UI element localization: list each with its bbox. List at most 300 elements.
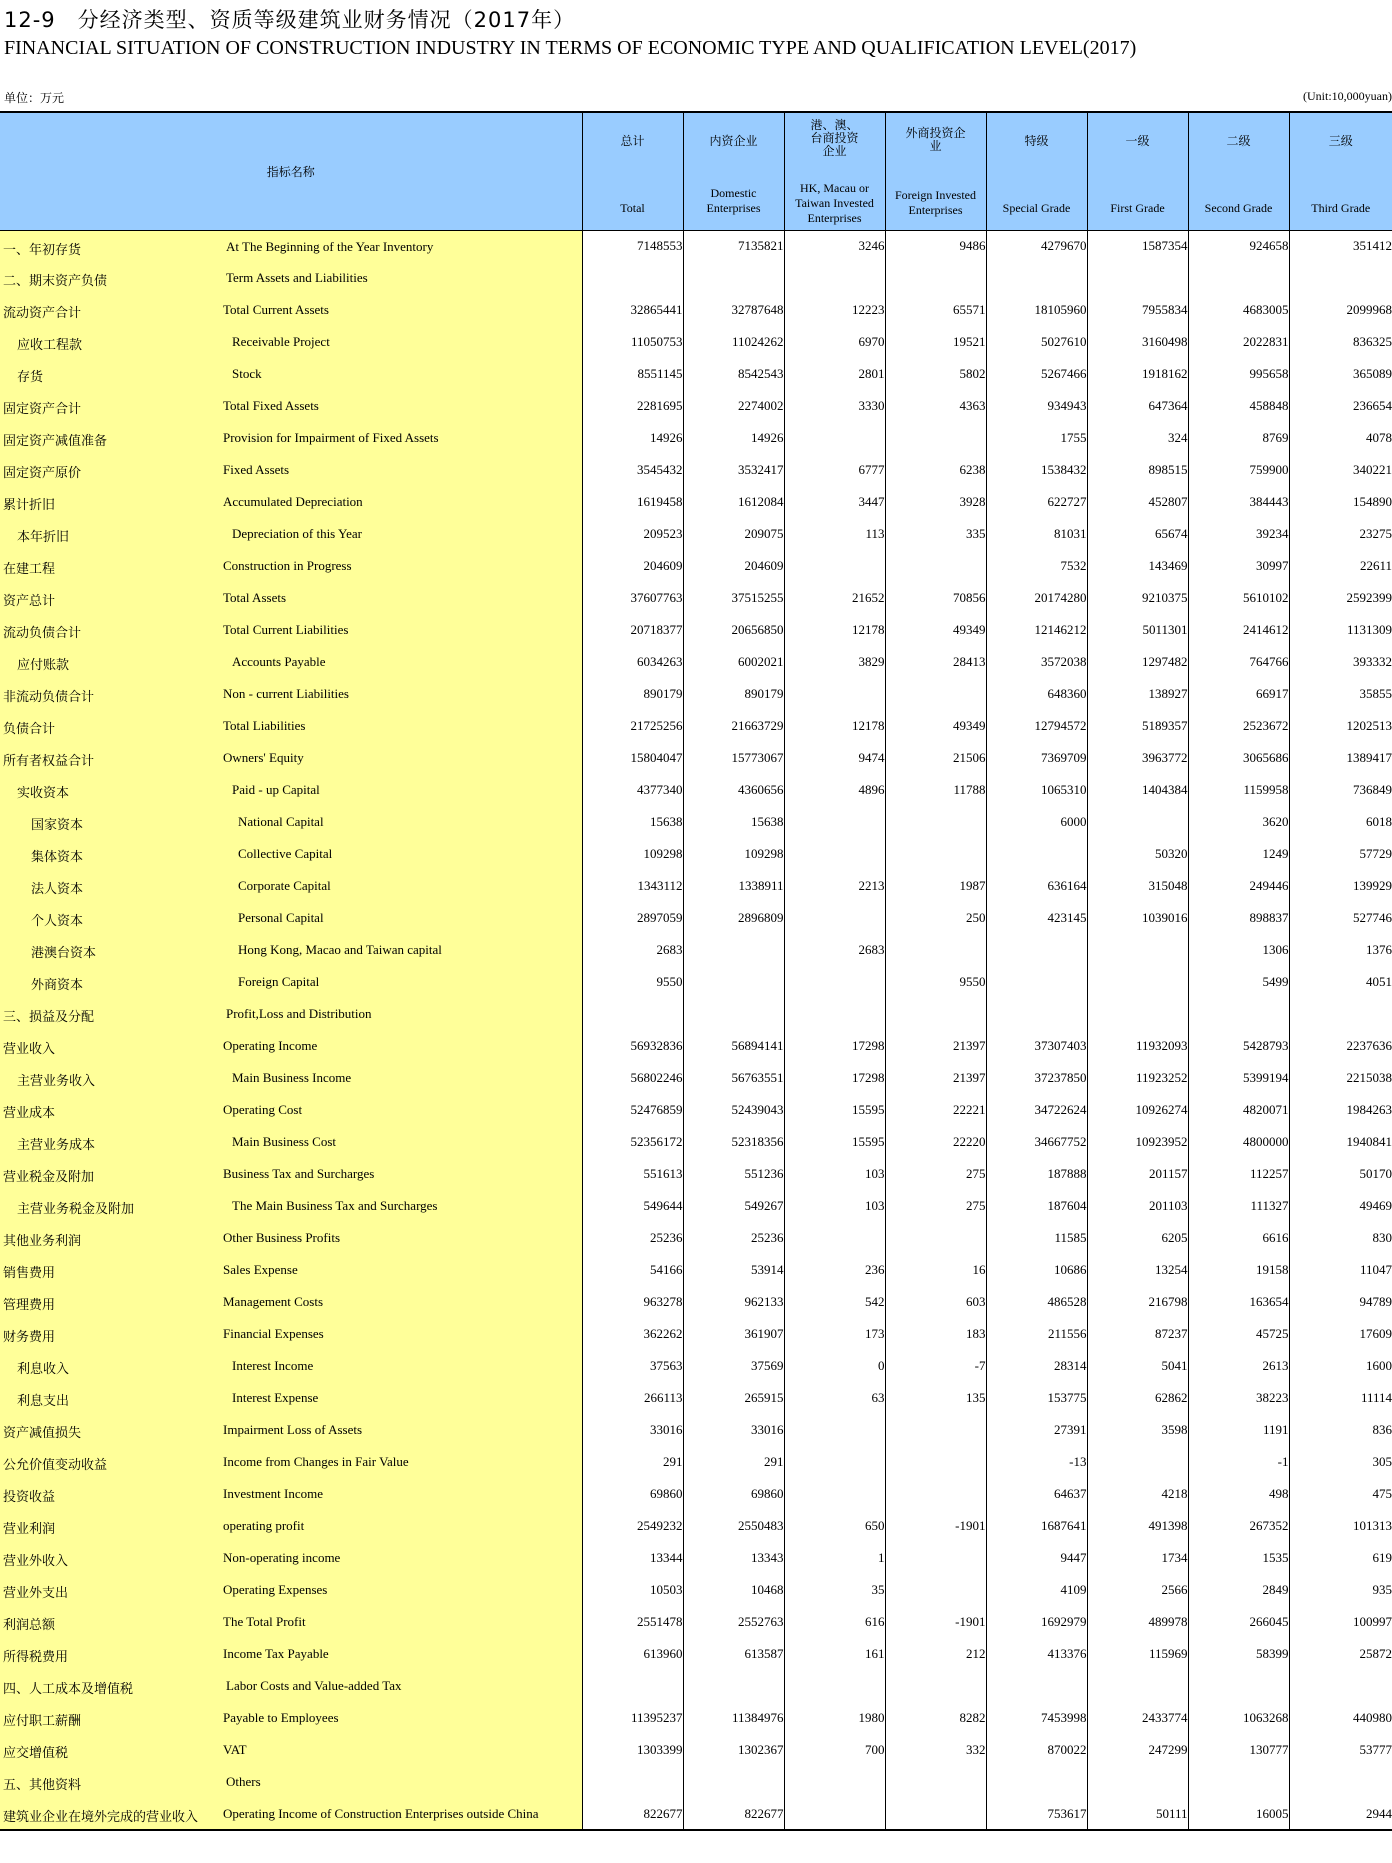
row-label-en: Paid - up Capital: [232, 782, 320, 797]
value-cell: 995658: [1188, 358, 1289, 390]
value-cell: 822677: [582, 1798, 683, 1830]
row-label-en: The Main Business Tax and Surcharges: [232, 1198, 438, 1213]
table-row: [0, 902, 1392, 934]
table-row: [0, 1254, 1392, 1286]
value-cell: 209075: [683, 518, 784, 550]
value-cell: 28413: [885, 646, 986, 678]
value-cell: 12146212: [986, 614, 1087, 646]
value-cell: 2549232: [582, 1510, 683, 1542]
value-cell: [784, 1766, 885, 1798]
value-cell: 822677: [683, 1798, 784, 1830]
value-cell: [986, 838, 1087, 870]
value-cell: 109298: [683, 838, 784, 870]
row-label: [0, 1094, 582, 1126]
value-cell: [885, 1478, 986, 1510]
table-row: [0, 390, 1392, 422]
value-cell: 759900: [1188, 454, 1289, 486]
value-cell: 2281695: [582, 390, 683, 422]
row-label-en: Non-operating income: [223, 1550, 341, 1565]
value-cell: 365089: [1289, 358, 1392, 390]
row-label: [0, 358, 582, 390]
table-row: [0, 1062, 1392, 1094]
value-cell: 5027610: [986, 326, 1087, 358]
value-cell: [784, 902, 885, 934]
row-label-en: Total Liabilities: [223, 718, 306, 733]
value-cell: 81031: [986, 518, 1087, 550]
value-cell: 53777: [1289, 1734, 1392, 1766]
value-cell: 19521: [885, 326, 986, 358]
value-cell: [1087, 1670, 1188, 1702]
table-header-row: [0, 112, 1392, 230]
value-cell: 65674: [1087, 518, 1188, 550]
value-cell: 5499: [1188, 966, 1289, 998]
row-label-en: VAT: [223, 1742, 247, 1757]
value-cell: 64637: [986, 1478, 1087, 1510]
value-cell: 183: [885, 1318, 986, 1350]
value-cell: 249446: [1188, 870, 1289, 902]
row-label: [0, 454, 582, 486]
value-cell: 187604: [986, 1190, 1087, 1222]
value-cell: 56932836: [582, 1030, 683, 1062]
value-cell: 3963772: [1087, 742, 1188, 774]
row-label-en: Foreign Capital: [238, 974, 320, 989]
table-row: [0, 230, 1392, 262]
value-cell: 753617: [986, 1798, 1087, 1830]
value-cell: 619: [1289, 1542, 1392, 1574]
column-header-total: 总计 Total: [582, 112, 683, 230]
value-cell: 25236: [683, 1222, 784, 1254]
value-cell: 13343: [683, 1542, 784, 1574]
value-cell: 1306: [1188, 934, 1289, 966]
row-label-en: Investment Income: [223, 1486, 323, 1501]
row-label-cn: 集体资本: [31, 850, 84, 865]
value-cell: 15638: [582, 806, 683, 838]
table-row: [0, 1318, 1392, 1350]
value-cell: 491398: [1087, 1510, 1188, 1542]
value-cell: [885, 550, 986, 582]
value-cell: [885, 422, 986, 454]
value-cell: 3447: [784, 486, 885, 518]
value-cell: 204609: [683, 550, 784, 582]
value-cell: 603: [885, 1286, 986, 1318]
value-cell: 622727: [986, 486, 1087, 518]
value-cell: 17609: [1289, 1318, 1392, 1350]
value-cell: 1692979: [986, 1606, 1087, 1638]
table-row: [0, 454, 1392, 486]
value-cell: 0: [784, 1350, 885, 1382]
value-cell: 890179: [582, 678, 683, 710]
row-label-en: Interest Expense: [232, 1390, 319, 1405]
row-label-cn: 固定资产减值准备: [3, 434, 108, 449]
table-row: [0, 614, 1392, 646]
value-cell: 19158: [1188, 1254, 1289, 1286]
table-row: [0, 326, 1392, 358]
value-cell: 6034263: [582, 646, 683, 678]
value-cell: 870022: [986, 1734, 1087, 1766]
row-label-cn: 资产减值损失: [3, 1426, 82, 1441]
row-label-cn: 累计折旧: [3, 498, 56, 513]
value-cell: 9474: [784, 742, 885, 774]
value-cell: 37307403: [986, 1030, 1087, 1062]
value-cell: 11923252: [1087, 1062, 1188, 1094]
value-cell: 3572038: [986, 646, 1087, 678]
value-cell: 6777: [784, 454, 885, 486]
table-row: [0, 870, 1392, 902]
row-label: [0, 1254, 582, 1286]
value-cell: 22220: [885, 1126, 986, 1158]
row-label-en: Total Fixed Assets: [223, 398, 319, 413]
value-cell: [784, 550, 885, 582]
value-cell: 1338911: [683, 870, 784, 902]
row-label-cn: 四、人工成本及增值税: [3, 1682, 134, 1697]
value-cell: [1087, 1446, 1188, 1478]
table-row: [0, 934, 1392, 966]
column-header-hk-macau-taiwan: 港、澳、台商投资企业 HK, Macau or Taiwan Invested Enterprises: [784, 112, 885, 230]
row-label-en: Accounts Payable: [232, 654, 326, 669]
row-label: [0, 1126, 582, 1158]
value-cell: 56763551: [683, 1062, 784, 1094]
row-label: [0, 646, 582, 678]
value-cell: 613960: [582, 1638, 683, 1670]
row-label: [0, 390, 582, 422]
row-label-cn: 销售费用: [3, 1266, 56, 1281]
row-label-en: Profit,Loss and Distribution: [226, 1006, 372, 1021]
value-cell: 7955834: [1087, 294, 1188, 326]
indicator-header: [0, 112, 582, 230]
value-cell: 498: [1188, 1478, 1289, 1510]
value-cell: 2022831: [1188, 326, 1289, 358]
value-cell: 527746: [1289, 902, 1392, 934]
table-row: [0, 1542, 1392, 1574]
row-label: [0, 1798, 582, 1830]
value-cell: 384443: [1188, 486, 1289, 518]
value-cell: 54166: [582, 1254, 683, 1286]
financial-table: [0, 111, 1392, 1831]
value-cell: [683, 934, 784, 966]
value-cell: 549644: [582, 1190, 683, 1222]
row-label-cn: 其他业务利润: [3, 1234, 82, 1249]
value-cell: 3829: [784, 646, 885, 678]
value-cell: 934943: [986, 390, 1087, 422]
row-label-cn: 主营业务成本: [17, 1138, 96, 1153]
table-row: [0, 1510, 1392, 1542]
row-label-cn: 在建工程: [3, 562, 56, 577]
value-cell: 17298: [784, 1062, 885, 1094]
value-cell: [885, 806, 986, 838]
row-label-en: Income from Changes in Fair Value: [223, 1454, 409, 1469]
row-label-cn: 国家资本: [31, 818, 84, 833]
value-cell: 4363: [885, 390, 986, 422]
value-cell: [885, 1670, 986, 1702]
value-cell: 10926274: [1087, 1094, 1188, 1126]
row-label-en: Accumulated Depreciation: [223, 494, 363, 509]
value-cell: 53914: [683, 1254, 784, 1286]
row-label-cn: 本年折旧: [17, 530, 70, 545]
value-cell: 11932093: [1087, 1030, 1188, 1062]
value-cell: 201157: [1087, 1158, 1188, 1190]
value-cell: 2683: [784, 934, 885, 966]
value-cell: [784, 678, 885, 710]
value-cell: -1: [1188, 1446, 1289, 1478]
value-cell: [1188, 1670, 1289, 1702]
row-label: [0, 614, 582, 646]
row-label: [0, 998, 582, 1030]
row-label-cn: 五、其他资料: [3, 1778, 82, 1793]
value-cell: 351412: [1289, 230, 1392, 262]
value-cell: 5041: [1087, 1350, 1188, 1382]
value-cell: 3532417: [683, 454, 784, 486]
row-label: [0, 1702, 582, 1734]
value-cell: [986, 1766, 1087, 1798]
value-cell: [885, 1574, 986, 1606]
value-cell: 2414612: [1188, 614, 1289, 646]
table-row: [0, 1190, 1392, 1222]
value-cell: 275: [885, 1190, 986, 1222]
value-cell: 2944: [1289, 1798, 1392, 1830]
row-label: [0, 262, 582, 294]
value-cell: 236: [784, 1254, 885, 1286]
value-cell: 35: [784, 1574, 885, 1606]
value-cell: 2613: [1188, 1350, 1289, 1382]
value-cell: 8542543: [683, 358, 784, 390]
value-cell: 8282: [885, 1702, 986, 1734]
value-cell: 648360: [986, 678, 1087, 710]
value-cell: 6000: [986, 806, 1087, 838]
value-cell: 112257: [1188, 1158, 1289, 1190]
value-cell: 49349: [885, 614, 986, 646]
value-cell: [582, 1766, 683, 1798]
value-cell: 52439043: [683, 1094, 784, 1126]
value-cell: 4800000: [1188, 1126, 1289, 1158]
value-cell: 11024262: [683, 326, 784, 358]
value-cell: 898837: [1188, 902, 1289, 934]
value-cell: 1: [784, 1542, 885, 1574]
value-cell: 15595: [784, 1126, 885, 1158]
value-cell: 458848: [1188, 390, 1289, 422]
value-cell: 10686: [986, 1254, 1087, 1286]
value-cell: 11788: [885, 774, 986, 806]
value-cell: 20174280: [986, 582, 1087, 614]
value-cell: 7532: [986, 550, 1087, 582]
value-cell: 154890: [1289, 486, 1392, 518]
value-cell: 11585: [986, 1222, 1087, 1254]
value-cell: 32865441: [582, 294, 683, 326]
value-cell: 37563: [582, 1350, 683, 1382]
value-cell: 736849: [1289, 774, 1392, 806]
value-cell: 265915: [683, 1382, 784, 1414]
value-cell: [986, 262, 1087, 294]
value-cell: 163654: [1188, 1286, 1289, 1318]
value-cell: [885, 1766, 986, 1798]
row-label: [0, 870, 582, 902]
value-cell: 14926: [582, 422, 683, 454]
table-row: [0, 678, 1392, 710]
value-cell: 1389417: [1289, 742, 1392, 774]
value-cell: 1535: [1188, 1542, 1289, 1574]
column-header-third-grade: 三级 Third Grade: [1289, 112, 1392, 230]
value-cell: 18105960: [986, 294, 1087, 326]
value-cell: 4279670: [986, 230, 1087, 262]
column-header-domestic: 内资企业 Domestic Enterprises: [683, 112, 784, 230]
table-row: [0, 1222, 1392, 1254]
value-cell: 11384976: [683, 1702, 784, 1734]
value-cell: 4820071: [1188, 1094, 1289, 1126]
table-row: [0, 294, 1392, 326]
table-title-cn: 12-9 分经济类型、资质等级建筑业财务情况（2017年）: [4, 8, 576, 32]
value-cell: 56802246: [582, 1062, 683, 1094]
value-cell: 3065686: [1188, 742, 1289, 774]
value-cell: 1343112: [582, 870, 683, 902]
value-cell: 11395237: [582, 1702, 683, 1734]
row-label-cn: 负债合计: [3, 722, 56, 737]
row-label-cn: 营业外收入: [3, 1554, 69, 1569]
value-cell: 12223: [784, 294, 885, 326]
row-label: [0, 1414, 582, 1446]
row-label-cn: 一、年初存货: [3, 242, 82, 258]
row-label: [0, 1542, 582, 1574]
value-cell: 52476859: [582, 1094, 683, 1126]
value-cell: 6970: [784, 326, 885, 358]
value-cell: 489978: [1087, 1606, 1188, 1638]
column-header-second-grade: 二级 Second Grade: [1188, 112, 1289, 230]
row-label: [0, 1766, 582, 1798]
value-cell: [683, 998, 784, 1030]
value-cell: [1087, 966, 1188, 998]
value-cell: 10923952: [1087, 1126, 1188, 1158]
value-cell: 549267: [683, 1190, 784, 1222]
value-cell: [885, 1798, 986, 1830]
row-label: [0, 1638, 582, 1670]
value-cell: [784, 422, 885, 454]
row-label: [0, 1606, 582, 1638]
table-row: [0, 262, 1392, 294]
value-cell: 56894141: [683, 1030, 784, 1062]
row-label-en: Depreciation of this Year: [232, 526, 362, 541]
value-cell: 173: [784, 1318, 885, 1350]
row-label-en: Term Assets and Liabilities: [226, 270, 368, 285]
value-cell: 11047: [1289, 1254, 1392, 1286]
row-label-en: Financial Expenses: [223, 1326, 324, 1341]
value-cell: 890179: [683, 678, 784, 710]
value-cell: 830: [1289, 1222, 1392, 1254]
table-row: [0, 582, 1392, 614]
table-row: [0, 1094, 1392, 1126]
value-cell: [1087, 934, 1188, 966]
value-cell: 2849: [1188, 1574, 1289, 1606]
row-label-en: Total Current Assets: [223, 302, 329, 317]
value-cell: 1612084: [683, 486, 784, 518]
value-cell: 413376: [986, 1638, 1087, 1670]
value-cell: 9447: [986, 1542, 1087, 1574]
row-label-cn: 建筑业企业在境外完成的营业收入: [3, 1810, 199, 1825]
value-cell: 266113: [582, 1382, 683, 1414]
row-label: [0, 1190, 582, 1222]
value-cell: 14926: [683, 422, 784, 454]
value-cell: 266045: [1188, 1606, 1289, 1638]
value-cell: -13: [986, 1446, 1087, 1478]
table-row: [0, 838, 1392, 870]
value-cell: 39234: [1188, 518, 1289, 550]
value-cell: [885, 1542, 986, 1574]
value-cell: 101313: [1289, 1510, 1392, 1542]
row-label-en: Fixed Assets: [223, 462, 290, 477]
value-cell: [683, 1766, 784, 1798]
value-cell: 16005: [1188, 1798, 1289, 1830]
value-cell: [683, 966, 784, 998]
row-label-en: Operating Income: [223, 1038, 318, 1053]
table-row: [0, 742, 1392, 774]
value-cell: 4051: [1289, 966, 1392, 998]
value-cell: 250: [885, 902, 986, 934]
row-label-en: Others: [226, 1774, 261, 1789]
value-cell: [1188, 1766, 1289, 1798]
row-label: [0, 966, 582, 998]
value-cell: 2592399: [1289, 582, 1392, 614]
value-cell: 647364: [1087, 390, 1188, 422]
value-cell: [986, 998, 1087, 1030]
row-label: [0, 230, 582, 262]
value-cell: 3330: [784, 390, 885, 422]
row-label: [0, 1670, 582, 1702]
value-cell: 211556: [986, 1318, 1087, 1350]
value-cell: 542: [784, 1286, 885, 1318]
value-cell: [784, 1478, 885, 1510]
value-cell: 393332: [1289, 646, 1392, 678]
value-cell: 3160498: [1087, 326, 1188, 358]
value-cell: 1755: [986, 422, 1087, 454]
value-cell: [1289, 1670, 1392, 1702]
value-cell: 69860: [582, 1478, 683, 1510]
value-cell: [582, 1670, 683, 1702]
row-label: [0, 1318, 582, 1350]
row-label-cn: 个人资本: [31, 914, 84, 929]
value-cell: 49349: [885, 710, 986, 742]
row-label-cn: 流动负债合计: [3, 626, 82, 641]
row-label-cn: 流动资产合计: [3, 306, 82, 321]
value-cell: 9550: [885, 966, 986, 998]
value-cell: 452807: [1087, 486, 1188, 518]
value-cell: 20718377: [582, 614, 683, 646]
row-label: [0, 582, 582, 614]
value-cell: 5428793: [1188, 1030, 1289, 1062]
row-label: [0, 1286, 582, 1318]
row-label: [0, 838, 582, 870]
value-cell: 130777: [1188, 1734, 1289, 1766]
value-cell: 2433774: [1087, 1702, 1188, 1734]
row-label: [0, 1510, 582, 1542]
table-row: [0, 998, 1392, 1030]
row-label-cn: 利息收入: [17, 1362, 70, 1377]
value-cell: [1188, 998, 1289, 1030]
value-cell: 340221: [1289, 454, 1392, 486]
row-label: [0, 518, 582, 550]
value-cell: 836: [1289, 1414, 1392, 1446]
value-cell: 10503: [582, 1574, 683, 1606]
value-cell: 1619458: [582, 486, 683, 518]
value-cell: 2897059: [582, 902, 683, 934]
value-cell: 636164: [986, 870, 1087, 902]
row-label-en: At The Beginning of the Year Inventory: [226, 238, 434, 254]
value-cell: 5399194: [1188, 1062, 1289, 1094]
value-cell: 34667752: [986, 1126, 1087, 1158]
row-label: [0, 774, 582, 806]
row-label-cn: 三、损益及分配: [3, 1010, 95, 1025]
value-cell: 11114: [1289, 1382, 1392, 1414]
column-header-special-grade: 特级 Special Grade: [986, 112, 1087, 230]
row-label-cn: 投资收益: [3, 1490, 56, 1505]
row-label: [0, 550, 582, 582]
value-cell: 291: [683, 1446, 784, 1478]
